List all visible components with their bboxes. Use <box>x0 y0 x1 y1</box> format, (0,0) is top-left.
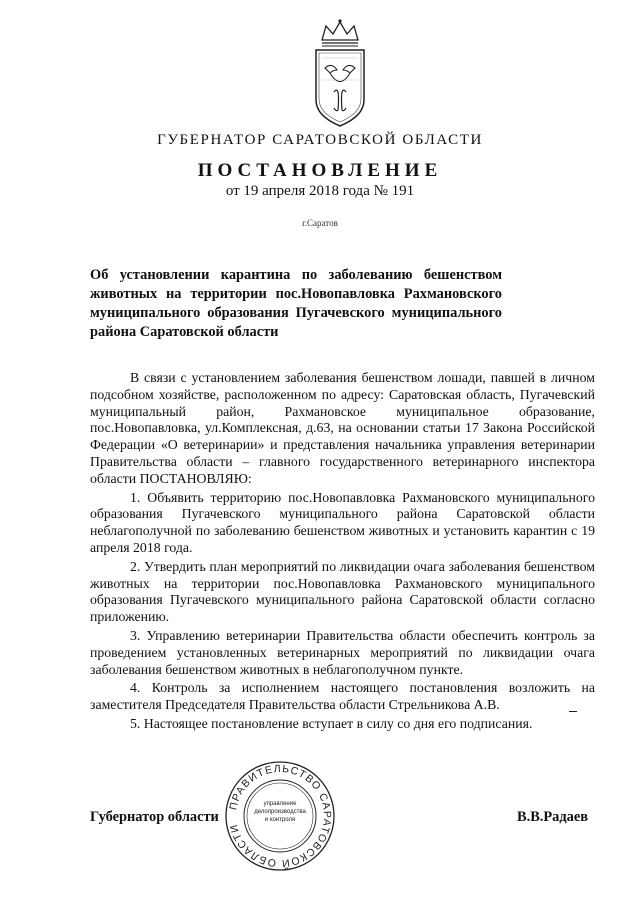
margin-mark <box>569 711 577 712</box>
signature-name: В.В.Радаев <box>517 809 589 825</box>
resolution-point-1: 1. Объявить территорию пос.Новопавловка Рахмановского муниципального образования Пугачевского муниципального района Саратовской области неблагополучной по заболеванию бешенством животных и установить карантин с 19 апреля 2018 года. <box>90 489 595 555</box>
document-date-number: от 19 апреля 2018 года № 191 <box>225 183 415 199</box>
stamp-inner-line: делопроизводства <box>254 809 306 815</box>
resolution-point-3: 3. Управлению ветеринарии Правительства области обеспечить контроль за проведением установленных ветеринарных мероприятий по ликвидации очага заболевания бешенством животных в неблагополучном пункте. <box>90 627 595 677</box>
stamp-inner-text <box>252 800 308 824</box>
resolution-point-2: 2. Утвердить план мероприятий по ликвидации очага заболевания бешенством животных на территории пос.Новопавловка Рахмановского муниципального образования Пугачевского муниципального района Саратовской области согласно приложению. <box>90 558 595 625</box>
authority-title: ГУБЕРНАТОР САРАТОВСКОЙ ОБЛАСТИ <box>157 132 483 148</box>
signature-role: Губернатор области <box>90 809 219 825</box>
document-type-title: ПОСТАНОВЛЕНИЕ <box>197 160 443 181</box>
stamp-inner-line: и контроля <box>264 817 296 823</box>
coat-of-arms-icon <box>300 18 380 130</box>
document-place: г.Саратов <box>302 218 338 228</box>
document-subject: Об установлении карантина по заболеванию бешенством животных на территории пос.Новопавловка Рахмановского муниципального образования Пугачевского муниципального района Саратовской области <box>90 267 502 340</box>
stamp-ring-text: ПРАВИТЕЛЬСТВО САРАТОВСКОЙ ОБЛАСТИ <box>227 762 334 870</box>
preamble-paragraph: В связи с установлением заболевания бешенством лошади, павшей в личном подсобном хозяйстве, расположенном по адресу: Саратовская область, Пугачевский муниципальный район, Рахмановское муниципальное образование, пос.Новопавловка, ул.Комплексная, д.63, на основании статьи 17 Закона Российской Федерации «О ветеринарии» и представления начальника управления ветеринарии Правительства области – главного государственного ветеринарного инспектора области ПОСТАНОВЛЯЮ: <box>90 370 595 486</box>
resolution-point-5: 5. Настоящее постановление вступает в силу со дня его подписания. <box>130 715 533 731</box>
document-body <box>90 370 595 735</box>
stamp-inner-line: управление <box>263 801 297 807</box>
resolution-point-4: 4. Контроль за исполнением настоящего постановления возложить на заместителя Председателя Правительства области Стрельникова А.В. <box>90 680 595 713</box>
